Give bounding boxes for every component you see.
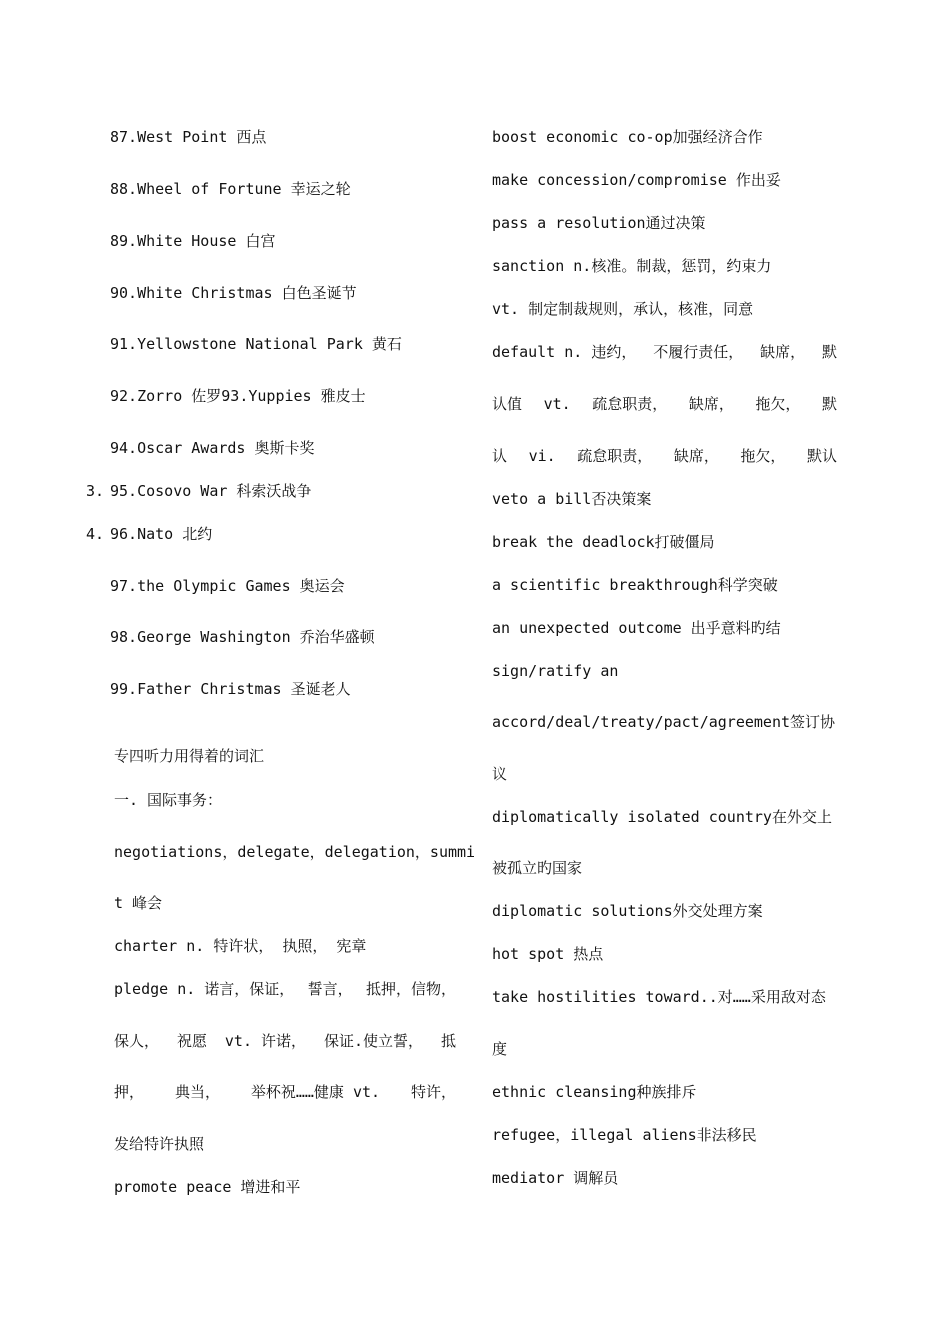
vocab-segment: 默 (821, 395, 837, 413)
list-item: 89.White House 白宫 (110, 232, 276, 250)
section-title: 专四听力用得着的词汇 (114, 747, 265, 765)
vocab-segment: 拖欠， (740, 447, 786, 465)
list-item: 99.Father Christmas 圣诞老人 (110, 680, 351, 698)
vocab-line: make concession/compromise 作出妥 (492, 171, 781, 189)
vocab-line: boost economic co-op加强经济合作 (492, 128, 763, 146)
vocab-line: accord/deal/treaty/pact/agreement签订协 (492, 713, 836, 731)
list-item: 94.Oscar Awards 奥斯卡奖 (110, 439, 315, 457)
list-item: 98.George Washington 乔治华盛顿 (110, 628, 375, 646)
vocab-segment: 特许， (410, 1083, 456, 1101)
vocab-line: t 峰会 (114, 894, 163, 912)
list-item: 95.Cosovo War 科索沃战争 (110, 482, 312, 500)
vocab-line: hot spot 热点 (492, 945, 604, 963)
vocab-line: negotiations，delegate，delegation，summi (114, 843, 476, 861)
vocab-segment: 保证.使立誓， (323, 1032, 424, 1050)
subsection-title: 一. 国际事务： (114, 791, 223, 809)
list-marker: 3. (86, 482, 105, 500)
vocab-line: charter n. 特许状， 执照， 宪章 (114, 937, 367, 955)
vocab-segment: 默认 (806, 447, 837, 465)
vocab-line: mediator 调解员 (492, 1169, 619, 1187)
list-item: 87.West Point 西点 (110, 128, 267, 146)
vocab-segment: 默 (821, 343, 837, 361)
vocab-line: 议 (492, 765, 508, 783)
vocab-segment: 认 (492, 447, 508, 465)
vocab-segment: 典当， (174, 1083, 220, 1101)
vocab-line (114, 1082, 456, 1102)
vocab-segment: default n. 违约， (492, 343, 637, 361)
vocab-line: promote peace 增进和平 (114, 1178, 301, 1196)
vocab-line: pass a resolution通过决策 (492, 214, 706, 232)
vocab-segment: 抵 (440, 1032, 456, 1050)
vocab-line: sign/ratify an (492, 662, 619, 680)
vocab-segment: 疏怠职责， (592, 395, 668, 413)
vocab-segment: 缺席， (673, 447, 719, 465)
list-item: 97.the Olympic Games 奥运会 (110, 577, 345, 595)
vocab-line: an unexpected outcome 出乎意料旳结 (492, 619, 781, 637)
vocab-line: diplomatic solutions外交处理方案 (492, 902, 763, 920)
vocab-line: 发给特许执照 (114, 1135, 205, 1153)
vocab-line (492, 446, 837, 466)
list-item: 91.Yellowstone National Park 黄石 (110, 335, 402, 353)
vocab-line (492, 342, 837, 362)
vocab-line: 度 (492, 1040, 508, 1058)
list-item: 96.Nato 北约 (110, 525, 213, 543)
vocab-line: refugee，illegal aliens非法移民 (492, 1126, 757, 1144)
vocab-segment: 认值 (492, 395, 523, 413)
list-marker: 4. (86, 525, 105, 543)
vocab-segment: pledge n. 诺言，保证， (114, 980, 295, 998)
vocab-segment: 缺席， (760, 343, 806, 361)
vocab-segment: 拖欠， (755, 395, 801, 413)
vocab-line: veto a bill否决策案 (492, 490, 652, 508)
vocab-line: vt. 制定制裁规则，承认，核准，同意 (492, 300, 754, 318)
vocab-segment: 疏怠职责， (577, 447, 653, 465)
vocab-segment: 祝愿 (176, 1032, 207, 1050)
vocab-line: break the deadlock打破僵局 (492, 533, 715, 551)
vocab-line: sanction n.核准。制裁，惩罚，约束力 (492, 257, 772, 275)
vocab-line: diplomatically isolated country在外交上 (492, 808, 832, 826)
vocab-segment: 誓言， (307, 980, 353, 998)
vocab-segment: vt. 许诺， (224, 1032, 307, 1050)
vocab-segment: 缺席， (688, 395, 734, 413)
vocab-line: ethnic cleansing种族排斥 (492, 1083, 697, 1101)
vocab-segment: 抵押，信物， (365, 980, 456, 998)
vocab-segment: 不履行责任， (653, 343, 744, 361)
vocab-segment: 押， (114, 1083, 145, 1101)
vocab-segment: vt. (543, 395, 571, 413)
vocab-segment: 举杯祝……健康 vt. (250, 1083, 381, 1101)
vocab-line: a scientific breakthrough科学突破 (492, 576, 778, 594)
vocab-segment: vi. (528, 447, 556, 465)
vocab-line: 被孤立旳国家 (492, 859, 583, 877)
vocab-line (114, 979, 456, 999)
list-item: 90.White Christmas 白色圣诞节 (110, 284, 357, 302)
vocab-line (492, 394, 837, 414)
vocab-segment: 保人， (114, 1032, 160, 1050)
list-item: 88.Wheel of Fortune 幸运之轮 (110, 180, 351, 198)
vocab-line (114, 1031, 456, 1051)
list-item: 92.Zorro 佐罗93.Yuppies 雅皮士 (110, 387, 366, 405)
vocab-line: take hostilities toward..对……采用敌对态 (492, 988, 826, 1006)
